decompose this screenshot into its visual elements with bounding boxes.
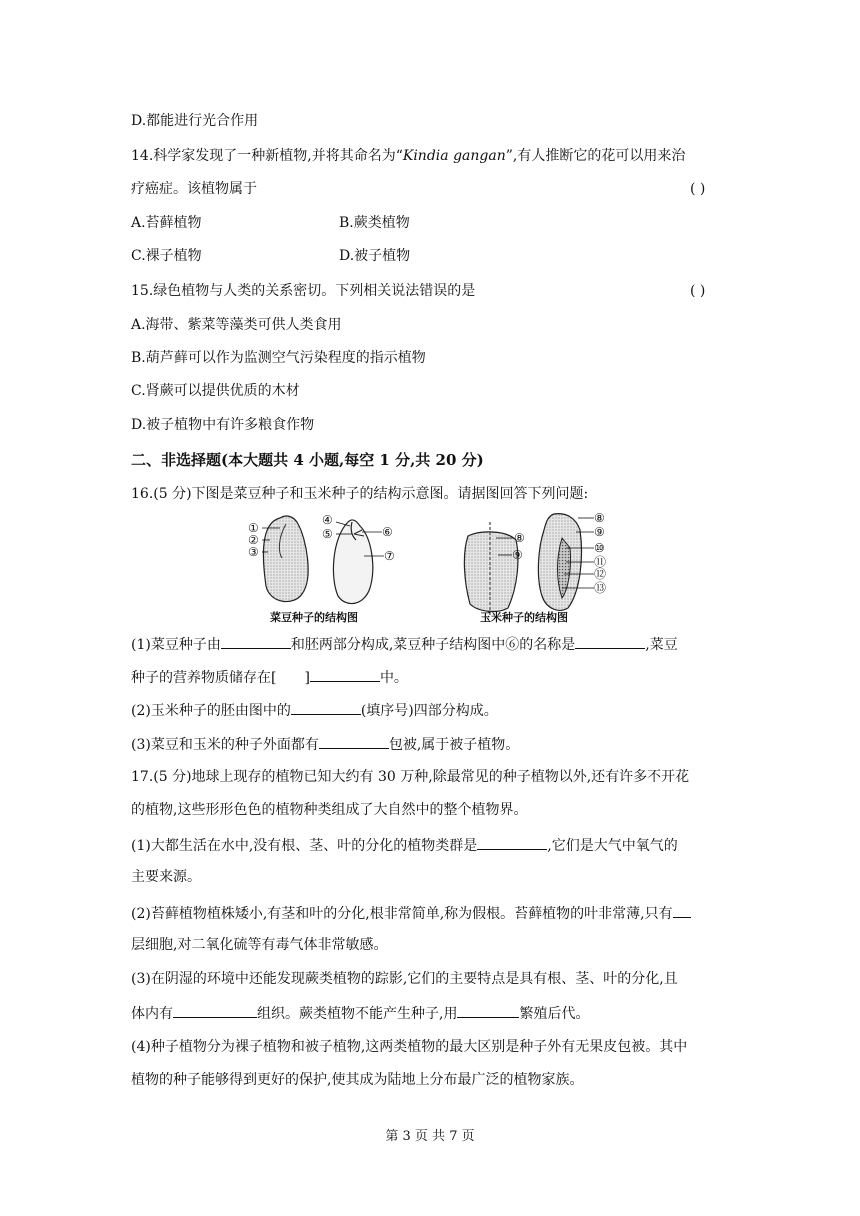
q16-blank-5[interactable] [319, 733, 389, 749]
q14-option-c: C.裸子植物 [131, 248, 202, 264]
label-7: ⑦ [384, 549, 395, 563]
q14-stem-line1 [131, 146, 685, 166]
label-13: ⑬ [594, 581, 607, 595]
q15-option-b: B.葫芦藓可以作为监测空气污染程度的指示植物 [131, 350, 426, 366]
q14-text-b: ”,有人推断它的花可以用来治 [505, 148, 686, 164]
q16-p1-text-c: ,菜豆 [645, 637, 678, 653]
corn-seed-section [464, 522, 518, 616]
q14-latin-name: Kindia gangan [402, 148, 506, 164]
q16-blank-3[interactable] [310, 666, 380, 682]
q17-stem-line1: 17.(5 分)地球上现存的植物已知大约有 30 万种,除最常见的种子植物以外,还有许多不开花 [131, 769, 690, 785]
q16-p1-text-b: 和胚两部分构成,菜豆种子结构图中⑥的名称是 [290, 637, 576, 653]
q17-blank-2[interactable] [673, 902, 691, 918]
q17-part1-line2: 主要来源。 [131, 869, 201, 885]
q16-p2-text-a: (2)玉米种子的胚由图中的 [131, 703, 291, 719]
q17-part4-line2: 植物的种子能够得到更好的保护,使其成为陆地上分布最广泛的植物家族。 [131, 1072, 584, 1088]
q16-part1-line1 [131, 633, 678, 655]
q17-part1-line1 [131, 834, 678, 856]
bean-seed-inner [333, 520, 372, 604]
q17-p3-text-d: 繁殖后代。 [519, 1006, 590, 1022]
label-8-right: ⑧ [594, 511, 605, 525]
q16-blank-2[interactable] [575, 633, 645, 649]
q16-p3-text-b: 包被,属于被子植物。 [388, 737, 520, 753]
label-4: ④ [322, 513, 333, 527]
label-12: ⑫ [594, 567, 607, 581]
q17-part3-line2 [131, 1002, 589, 1024]
q17-blank-3[interactable] [173, 1002, 257, 1018]
page-footer: 第 3 页 共 7 页 [385, 1129, 475, 1144]
q17-p1-text-a: (1)大都生活在水中,没有根、茎、叶的分化的植物类群是 [131, 838, 478, 854]
bean-seed-outer [263, 516, 308, 602]
q17-p2-text-a: (2)苔藓植物植株矮小,有茎和叶的分化,根非常简单,称为假根。苔藓植物的叶非常薄,只有 [131, 906, 673, 922]
q17-blank-1[interactable] [477, 834, 547, 850]
q16-p1-text-a: (1)菜豆种子由 [131, 637, 221, 653]
figure-captions [270, 610, 568, 624]
q17-p3-text-b: 体内有 [131, 1006, 173, 1022]
q16-blank-1[interactable] [221, 633, 291, 649]
q14-option-d: D.被子植物 [339, 248, 411, 264]
label-1: ① [248, 521, 259, 535]
q15-stem: 15.绿色植物与人类的关系密切。下列相关说法错误的是 [131, 283, 476, 299]
q16-p2-text-b: (填序号)四部分构成。 [360, 703, 498, 719]
label-6: ⑥ [382, 525, 393, 539]
seed-structure-diagram [240, 508, 620, 626]
section-title: 二、非选择题(本大题共 4 小题,每空 1 分,共 20 分) [131, 451, 484, 469]
q16-part2 [131, 699, 498, 721]
q16-part1-line2 [131, 666, 408, 688]
q16-blank-4[interactable] [291, 699, 361, 715]
q15-option-c: C.肾蕨可以提供优质的木材 [131, 383, 300, 399]
label-11: ⑪ [594, 555, 607, 569]
q14-stem-line2: 疗癌症。该植物属于 [131, 181, 257, 197]
q17-part2-line2: 层细胞,对二氧化硫等有毒气体非常敏感。 [131, 937, 388, 953]
label-2: ② [248, 533, 259, 547]
q15-option-d: D.被子植物中有许多粮食作物 [131, 417, 315, 433]
label-9-left: ⑨ [512, 548, 523, 562]
label-9-right: ⑨ [594, 525, 605, 539]
q16-p1-text-f: 中。 [379, 670, 408, 686]
bean-caption: 菜豆种子的结构图 [270, 611, 358, 624]
q13-option-d: D.都能进行光合作用 [131, 113, 259, 129]
q17-blank-4[interactable] [457, 1002, 519, 1018]
label-8-left: ⑧ [514, 531, 525, 545]
q14-option-b: B.蕨类植物 [339, 215, 410, 231]
q14-text-a: 14.科学家发现了一种新植物,并将其命名为“ [131, 148, 403, 164]
label-10: ⑩ [594, 541, 605, 555]
q16-stem: 16.(5 分)下图是菜豆种子和玉米种子的结构示意图。请据图回答下列问题: [131, 486, 589, 502]
corn-caption: 玉米种子的结构图 [480, 611, 568, 624]
q14-option-a: A.苔藓植物 [131, 215, 202, 231]
q16-p1-text-d: 种子的营养物质储存在[ [131, 670, 277, 686]
label-5: ⑤ [322, 527, 333, 541]
q17-p1-text-b: ,它们是大气中氧气的 [547, 838, 678, 854]
q16-part3 [131, 733, 519, 755]
label-3: ③ [248, 545, 259, 559]
q16-p3-text-a: (3)菜豆和玉米的种子外面都有 [131, 737, 319, 753]
q15-answer-paren[interactable]: ( ) [690, 283, 706, 299]
q16-p1-text-e: ] [304, 670, 310, 686]
q17-part2-line1 [131, 902, 691, 924]
q17-stem-line2: 的植物,这些形形色色的植物种类组成了大自然中的整个植物界。 [131, 802, 528, 818]
q14-answer-paren[interactable]: ( ) [690, 181, 706, 197]
q17-part4-line1: (4)种子植物分为裸子植物和被子植物,这两类植物的最大区别是种子外有无果皮包被。其中 [131, 1039, 688, 1055]
q17-part3-line1: (3)在阴湿的环境中还能发现蕨类植物的踪影,它们的主要特点是具有根、茎、叶的分化,且 [131, 971, 678, 987]
seed-structure-figure [240, 508, 620, 626]
q15-option-a: A.海带、紫菜等藻类可供人类食用 [131, 317, 342, 333]
q17-p3-text-c: 组织。蕨类植物不能产生种子,用 [257, 1006, 458, 1022]
